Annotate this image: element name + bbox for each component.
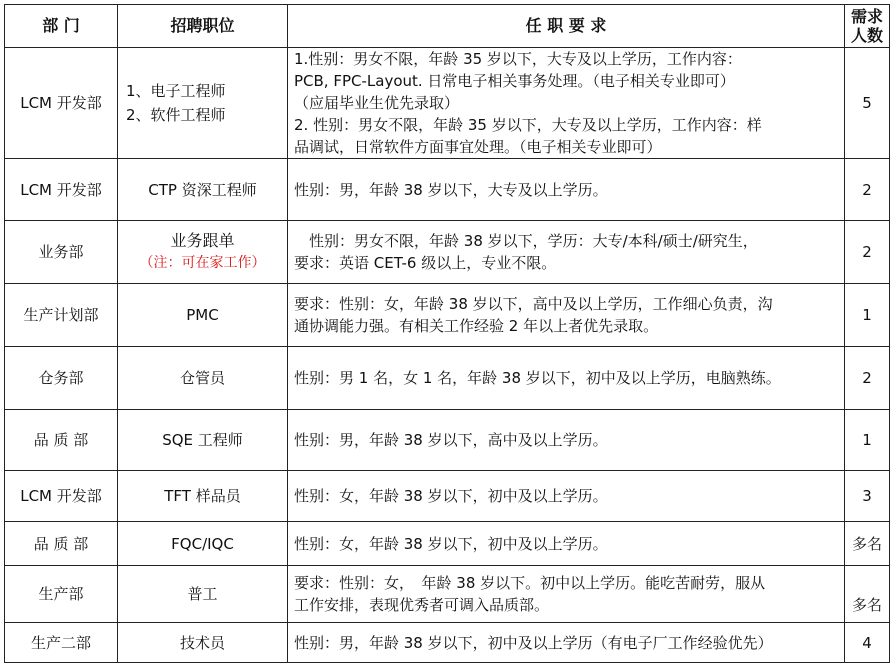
dept-cell: 生产部 [5,566,118,623]
position-item: 2、软件工程师 [126,106,226,124]
requirement-line: 工作安排，表现优秀者可调入品质部。 [294,596,550,614]
requirement-line: 性别：男女不限，年龄 38 岁以下，学历：大专/本科/硕士/研究生， [294,232,758,250]
table-row [5,48,890,159]
count-cell: 多名 [845,522,890,566]
dept-cell: 品 质 部 [5,410,118,471]
count-cell: 3 [845,471,890,522]
position-title: 业务跟单 [170,231,235,250]
remote-work-note: （注：可在家工作） [139,255,266,271]
requirement-cell: 性别：女，年龄 38 岁以下，初中及以上学历。 [288,471,845,522]
requirement-line: 品调试，日常软件方面事宜处理。（电子相关专业即可） [294,138,662,156]
requirement-line: （应届毕业生优先录取） [294,94,460,112]
position-cell: FQC/IQC [118,522,288,566]
dept-cell: LCM 开发部 [5,159,118,221]
dept-cell: 生产计划部 [5,284,118,347]
table-row [5,347,890,410]
header-requirements: 任 职 要 求 [288,5,845,48]
position-cell: CTP 资深工程师 [118,159,288,221]
count-cell: 2 [845,159,890,221]
requirement-line: 1.性别：男女不限，年龄 35 岁以下，大专及以上学历，工作内容： [294,50,742,68]
requirement-cell: 性别：男，年龄 38 岁以下，高中及以上学历。 [288,410,845,471]
requirement-line: PCB, FPC-Layout. 日常电子相关事务处理。（电子相关专业即可） [294,72,735,90]
count-cell: 多名 [845,566,890,623]
requirement-line: 要求：英语 CET-6 级以上，专业不限。 [294,254,557,272]
position-cell: 仓管员 [118,347,288,410]
dept-cell: 仓务部 [5,347,118,410]
header-row [5,5,890,48]
requirement-cell [288,566,845,623]
dept-cell: 业务部 [5,221,118,284]
dept-cell: 品 质 部 [5,522,118,566]
table-row [5,284,890,347]
dept-cell: 生产二部 [5,623,118,663]
requirement-cell: 性别：男，年龄 38 岁以下，大专及以上学历。 [288,159,845,221]
position-cell: 技术员 [118,623,288,663]
table-row [5,410,890,471]
count-cell: 2 [845,221,890,284]
position-cell: TFT 样品员 [118,471,288,522]
count-cell: 4 [845,623,890,663]
table-row [5,159,890,221]
count-cell: 2 [845,347,890,410]
position-item: 1、电子工程师 [126,82,226,100]
table-row [5,566,890,623]
header-position: 招聘职位 [118,5,288,48]
position-cell: 普工 [118,566,288,623]
header-dept: 部 门 [5,5,118,48]
count-cell: 1 [845,284,890,347]
position-cell [118,221,288,284]
count-cell: 1 [845,410,890,471]
requirement-cell: 性别：男，年龄 38 岁以下，初中及以上学历（有电子厂工作经验优先） [288,623,845,663]
requirement-line: 要求：性别：女，年龄 38 岁以下，高中及以上学历，工作细心负责，沟 [294,295,773,313]
requirement-cell: 性别：男 1 名，女 1 名，年龄 38 岁以下，初中及以上学历，电脑熟练。 [288,347,845,410]
requirement-line: 要求：性别：女， 年龄 38 岁以下。初中以上学历。能吃苦耐劳，服从 [294,574,766,592]
requirement-cell [288,284,845,347]
dept-cell: LCM 开发部 [5,48,118,159]
dept-cell: LCM 开发部 [5,471,118,522]
table-row [5,221,890,284]
position-cell: PMC [118,284,288,347]
position-cell: SQE 工程师 [118,410,288,471]
requirement-cell [288,221,845,284]
header-count: 需求人数 [845,5,890,48]
position-cell [118,48,288,159]
requirement-line: 2. 性别：男女不限，年龄 35 岁以下，大专及以上学历，工作内容：样 [294,116,762,134]
requirement-line: 通协调能力强。有相关工作经验 2 年以上者优先录取。 [294,317,659,335]
table-row [5,522,890,566]
table-row [5,623,890,663]
recruitment-table [4,4,890,663]
requirement-cell [288,48,845,159]
requirement-cell: 性别：女，年龄 38 岁以下，初中及以上学历。 [288,522,845,566]
count-cell: 5 [845,48,890,159]
table-row [5,471,890,522]
